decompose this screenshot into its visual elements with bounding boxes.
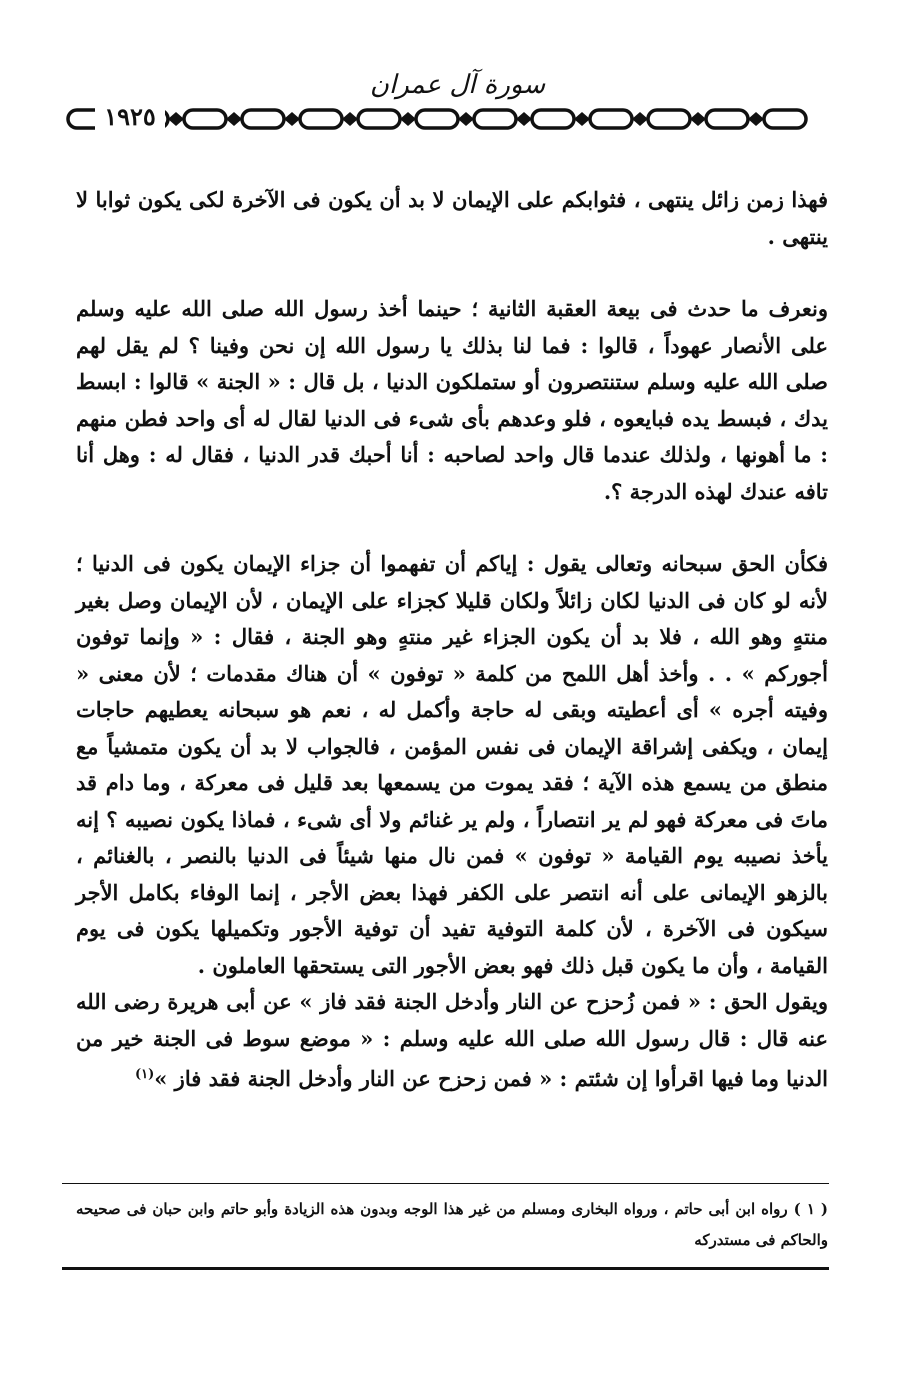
page-number: ١٩٢٥ [95,102,165,131]
main-text [76,182,828,1098]
chain-diamond [342,112,358,126]
ornamental-chain-border [66,101,836,137]
chain-diamond [458,112,474,126]
chain-diamond [226,112,242,126]
chain-diamond [748,112,764,126]
surah-title: سورة آل عمران [369,70,546,100]
chain-link [416,110,458,128]
chain-link [590,110,632,128]
footnote-divider [62,1183,829,1184]
paragraph-4 [76,984,828,1098]
paragraph-2: ونعرف ما حدث فى بيعة العقبة الثانية ؛ حينما أخذ رسول الله صلى الله عليه وسلم على الأنصار عهوداً ، قالوا : فما لنا بذلك يا رسول الله إن نحن وفينا ؟ لم يقل لهم صلى الله عليه وسلم ستنتصرون أو ستملكون الدنيا ، بل قال : « الجنة » قالوا : ابسط يدك ، فبسط يده فبايعوه ، فلو وعدهم بأى شىء فى الدنيا لقال له أى واحد فطن منهم : ما أهونها ، ولذلك عندما قال واحد لصاحبه : أنا أحبك قدر الدنيا ، فقال له : وهل أنا تافه عندك لهذه الدرجة ؟. [76,296,828,504]
paragraph-3: فكأن الحق سبحانه وتعالى يقول : إياكم أن تفهموا أن جزاء الإيمان يكون فى الدنيا ؛ لأنه لو كان فى الدنيا لكان زائلاً ولكان قليلا كجزاء على الإيمان ، لأن الإيمان وصل بغير منتهٍ وهو الله ، فلا بد أن يكون الجزاء غير منتهٍ وهو الجنة ، فقال : « وإنما توفون أجوركم » . . وأخذ أهل اللمح من كلمة « توفون » أن هناك مقدمات ؛ لأن معنى « وفيته أجره » أى أعطيته وبقى له حاجة وأكمل له ، نعم هو سبحانه يعطيهم حاجات إيمان ، ويكفى إشراقة الإيمان فى نفس المؤمن ، فالجواب لا بد أن يكون متمشياً مع منطق من يسمع هذه الآية ؛ فقد يموت من يسمعها بعد قليل فى معركة ، وما دام قد ماتَ فى معركة فهو لم ير انتصاراً ، ولم ير غنائم ولا أى شىء ، فماذا يكون نصيبه ؟ إنه يأخذ نصيبه يوم القيامة « توفون » فمن نال منها شيئاً فى الدنيا بالنصر ، بالغنائم ، بالزهو الإيمانى على أنه انتصر على الكفر فهذا بعض الأجر ، إنما الوفاء بكامل الأجر سيكون فى الآخرة ، لأن كلمة التوفية تفيد أن توفية الأجور وتكميلها يكون فى يوم القيامة ، وأن ما يكون قبل ذلك فهو بعض الأجور التى يستحقها العاملون . [76,551,828,978]
paragraph-4-text: ويقول الحق : « فمن زُحزح عن النار وأدخل الجنة فقد فاز » عن أبى هريرة رضى الله عنه قال : قال رسول الله صلى الله عليه وسلم : « موضع سوط فى الجنة خير من الدنيا وما فيها اقرأوا إن شئتم : « فمن زحزح عن النار وأدخل الجنة فقد فاز » [76,989,828,1091]
footnote: ( ١ ) رواه ابن أبى حاتم ، ورواه البخارى ومسلم من غير هذا الوجه وبدون هذه الزيادة وأبو حاتم وابن حبان فى صحيحه والحاكم فى مستدركه [76,1200,828,1249]
chain-link [706,110,748,128]
chain-diamond [284,112,300,126]
chain-link [242,110,284,128]
footnote-reference: (١) [134,1067,155,1082]
chain-link [474,110,516,128]
chain-link [532,110,574,128]
chain-diamond [632,112,648,126]
chain-diamond [516,112,532,126]
chain-link [184,110,226,128]
chain-link [764,110,806,128]
bottom-rule [62,1267,829,1270]
chain-diamond [400,112,416,126]
chain-diamond [690,112,706,126]
chain-diamond [574,112,590,126]
paragraph-1: فهذا زمن زائل ينتهى ، فثوابكم على الإيمان لا بد أن يكون فى الآخرة لكى يكون ثوابا لا ينتهى . [76,187,828,249]
chain-link [648,110,690,128]
chain-link [300,110,342,128]
chain-diamond [168,112,184,126]
chain-link [358,110,400,128]
